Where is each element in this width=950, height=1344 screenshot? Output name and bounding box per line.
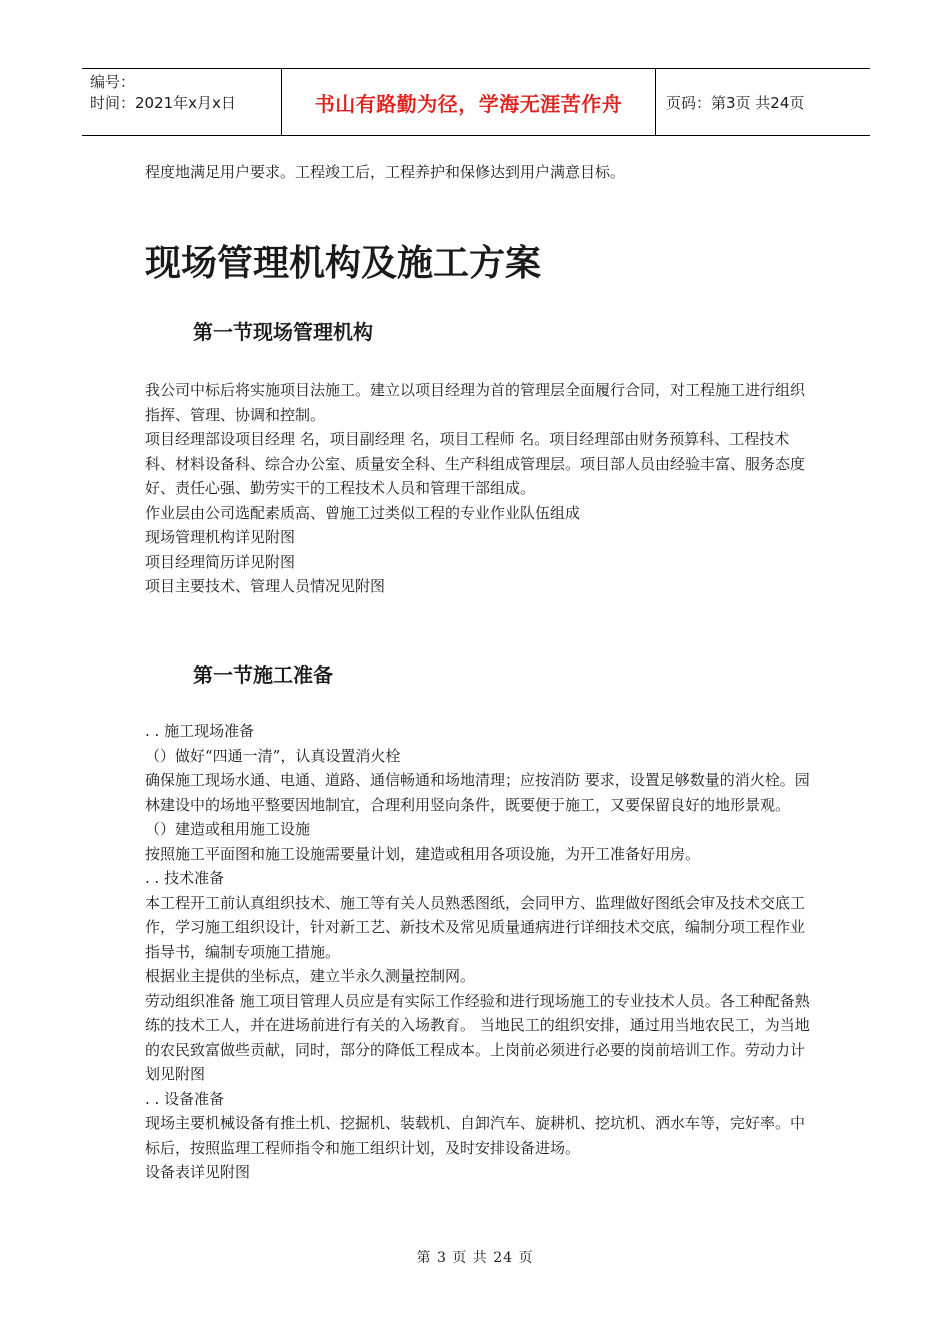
section2-heading: 第一节施工准备 [193,663,333,687]
paragraph: 按照施工平面图和施工设施需要量计划，建造或租用各项设施，为开工准备好用房。 [145,844,701,863]
paragraph: 现场主要机械设备有推土机、挖掘机、装载机、自卸汽车、旋耕机、挖坑机、洒水车等，完好率。中标后，按照监理工程师指令和施工组织计划，及时安排设备进场。 [145,1114,806,1157]
header-meta [82,69,282,135]
page-header [82,68,870,136]
paragraph: . . 施工现场准备 [145,722,255,740]
paragraph: （）建造或租用施工设施 [145,820,311,838]
paragraph: 项目主要技术、管理人员情况见附图 [145,577,386,595]
paragraph: 根据业主提供的坐标点，建立半永久测量控制网。 [145,967,476,985]
paragraph: 项目经理部设项目经理 名，项目副经理 名，项目工程师 名。项目经理部由财务预算科、工程技术科、材料设备科、综合办公室、质量安全科、生产科组成管理层。项目部人员由经验丰富、服务态度好、责任心强、勤劳实干的工程技术人员和管理干部组成。 [145,430,806,497]
paragraph: （）做好“四通一清”，认真设置消火栓 [145,746,401,765]
paragraph: 确保施工现场水通、电通、道路、通信畅通和场地清理；应按消防 要求，设置足够数量的消火栓。园林建设中的场地平整要因地制宜，合理利用竖向条件，既要便于施工，又要保留良好的地形景观。 [145,771,810,814]
paragraph: 设备表详见附图 [145,1163,251,1181]
paragraph: . . 设备准备 [145,1089,225,1108]
section1-body [145,378,813,599]
main-title: 现场管理机构及施工方案 [145,243,542,284]
section1-heading: 第一节现场管理机构 [193,320,373,344]
paragraph: 作业层由公司选配素质高、曾施工过类似工程的专业作业队伍组成 [145,503,581,522]
time-label: 时间：2021年x月x日 [90,94,236,112]
section2-body [145,719,813,1185]
paragraph: 劳动组织准备 施工项目管理人员应是有实际工作经验和进行现场施工的专业技术人员。各工种配备熟练的技术工人，并在进场前进行有关的入场教育。 当地民工的组织安排，通过用当地农民工，为当地的农民致富做些贡献，同时，部分的降低工程成本。上岗前必须进行必要的岗前培训工作。劳动力计划见附图 [145,991,810,1083]
page-footer: 第 3 页 共 24 页 [416,1250,534,1266]
paragraph: 项目经理简历详见附图 [145,552,296,571]
paragraph: 现场管理机构详见附图 [145,528,296,546]
paragraph: . . 技术准备 [145,869,225,887]
header-page-info: 页码：第3页 共24页 [666,93,805,112]
number-label: 编号： [90,73,136,91]
paragraph: 我公司中标后将实施项目法施工。建立以项目经理为首的管理层全面履行合同，对工程施工进行组织指挥、管理、协调和控制。 [145,381,806,424]
paragraph: 本工程开工前认真组织技术、施工等有关人员熟悉图纸，会同甲方、监理做好图纸会审及技术交底工作，学习施工组织设计，针对新工艺、新技术及常见质量通病进行详细技术交底，编制分项工程作业指导书，编制专项施工措施。 [145,893,806,961]
header-motto: 书山有路勤为径，学海无涯苦作舟 [282,69,656,135]
intro-line: 程度地满足用户要求。工程竣工后，工程养护和保修达到用户满意目标。 [145,163,626,181]
